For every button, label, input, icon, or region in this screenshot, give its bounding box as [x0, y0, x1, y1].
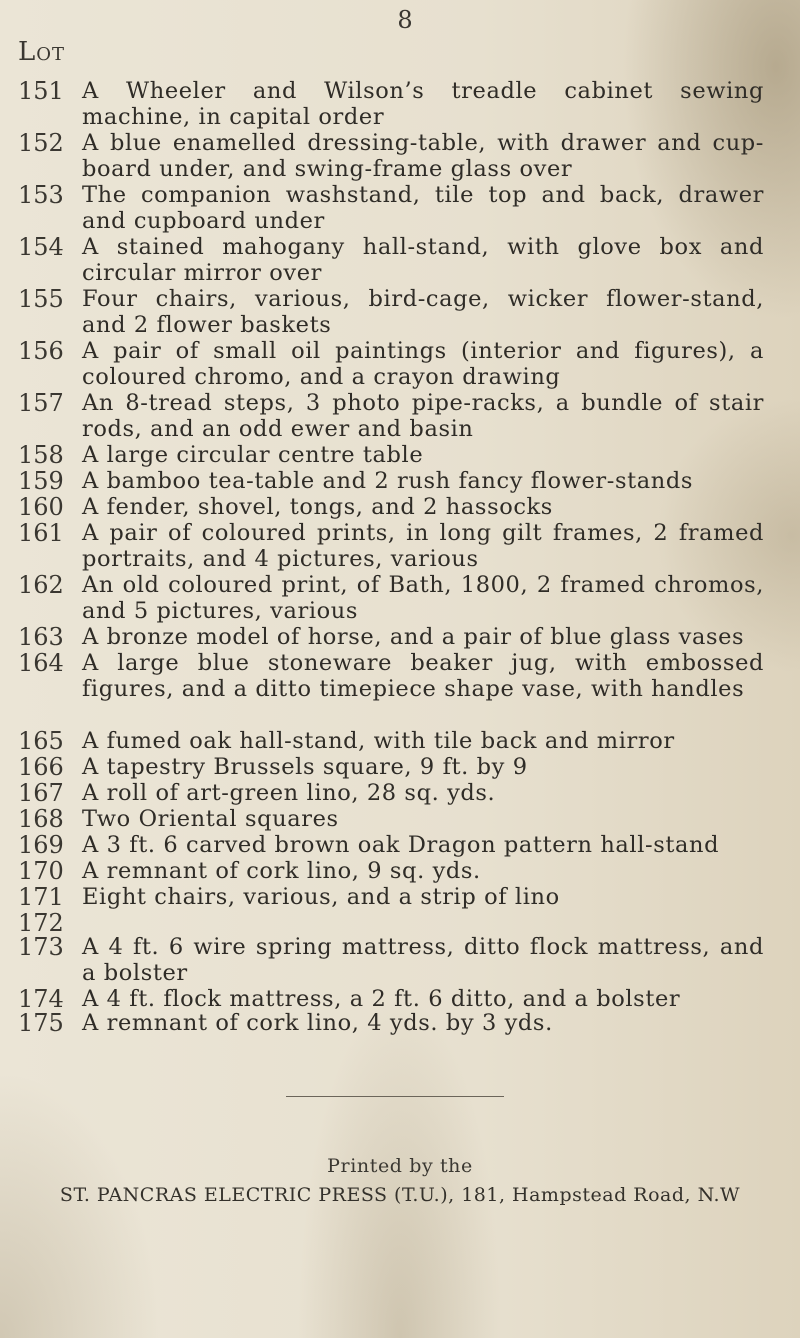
lot-number: 161	[18, 519, 64, 547]
lot-number: 160	[18, 493, 64, 521]
lot-description: Eight chairs, various, and a strip of lino	[82, 884, 560, 910]
lot-number: 153	[18, 181, 64, 209]
lot-number: 151	[18, 77, 64, 105]
divider-rule	[286, 1096, 504, 1097]
lot-column-heading: Lot	[18, 37, 66, 67]
lot-number: 167	[18, 779, 64, 807]
page-number: 8	[397, 6, 413, 34]
lot-description: A stained mahogany hall-stand, with glove box and circular mirror over	[82, 234, 764, 286]
lot-description: A large blue stoneware beaker jug, with embossed figures, and a ditto timepiece shape vase, with handles	[82, 650, 764, 702]
lot-description: A fender, shovel, tongs, and 2 hassocks	[82, 494, 553, 520]
lot-description: An old coloured print, of Bath, 1800, 2 framed chromos, and 5 pictures, various	[82, 572, 764, 624]
lot-number: 173	[18, 933, 64, 961]
lot-description: A 4 ft. 6 wire spring mattress, ditto flock mattress, and a bolster	[82, 934, 764, 986]
printed-by-line: Printed by the	[327, 1155, 473, 1177]
lot-description: A 4 ft. flock mattress, a 2 ft. 6 ditto, and a bolster	[82, 986, 681, 1012]
lot-number: 157	[18, 389, 64, 417]
lot-number: 155	[18, 285, 64, 313]
lot-number: 168	[18, 805, 64, 833]
printer-imprint: ST. PANCRAS ELECTRIC PRESS (T.U.), 181, Hampstead Road, N.W	[59, 1184, 741, 1206]
lot-number: 174	[18, 985, 64, 1013]
lot-description: A large circular centre table	[82, 442, 424, 468]
lot-number: 152	[18, 129, 64, 157]
lot-number: 172	[18, 909, 64, 937]
lot-number: 175	[18, 1009, 64, 1037]
lot-number: 156	[18, 337, 64, 365]
lot-number: 163	[18, 623, 64, 651]
lot-number: 166	[18, 753, 64, 781]
lot-description: A bamboo tea-table and 2 rush fancy flower-stands	[82, 468, 694, 494]
lot-number: 164	[18, 649, 64, 677]
lot-description: Two Oriental squares	[82, 806, 339, 832]
lot-number: 159	[18, 467, 64, 495]
lot-description: A blue enamelled dressing-table, with drawer and cup-board under, and swing-frame glass over	[82, 130, 764, 182]
lot-description: A roll of art-green lino, 28 sq. yds.	[82, 780, 496, 806]
lot-number: 170	[18, 857, 64, 885]
lot-description: Four chairs, various, bird-cage, wicker flower-stand, and 2 flower baskets	[82, 286, 764, 338]
lot-description: An 8-tread steps, 3 photo pipe-racks, a bundle of stair rods, and an odd ewer and basin	[82, 390, 764, 442]
lot-description: A tapestry Brussels square, 9 ft. by 9	[82, 754, 528, 780]
lot-description: A bronze model of horse, and a pair of blue glass vases	[82, 624, 745, 650]
lot-description: A remnant of cork lino, 4 yds. by 3 yds.	[82, 1010, 553, 1036]
lot-description: A pair of coloured prints, in long gilt frames, 2 framed portraits, and 4 pictures, various	[82, 520, 764, 572]
lot-number: 154	[18, 233, 64, 261]
lot-description: A pair of small oil paintings (interior and figures), a coloured chromo, and a crayon drawing	[82, 338, 764, 390]
lot-number: 162	[18, 571, 64, 599]
lot-description: A fumed oak hall-stand, with tile back and mirror	[82, 728, 675, 754]
lot-number: 171	[18, 883, 64, 911]
lot-description: A remnant of cork lino, 9 sq. yds.	[82, 858, 481, 884]
lot-number: 165	[18, 727, 64, 755]
lot-number: 158	[18, 441, 64, 469]
lot-number: 169	[18, 831, 64, 859]
lot-description: A Wheeler and Wilson’s treadle cabinet sewing machine, in capital order	[82, 78, 764, 130]
lot-description: A 3 ft. 6 carved brown oak Dragon pattern hall-stand	[82, 832, 720, 858]
lot-description: The companion washstand, tile top and back, drawer and cupboard under	[82, 182, 764, 234]
